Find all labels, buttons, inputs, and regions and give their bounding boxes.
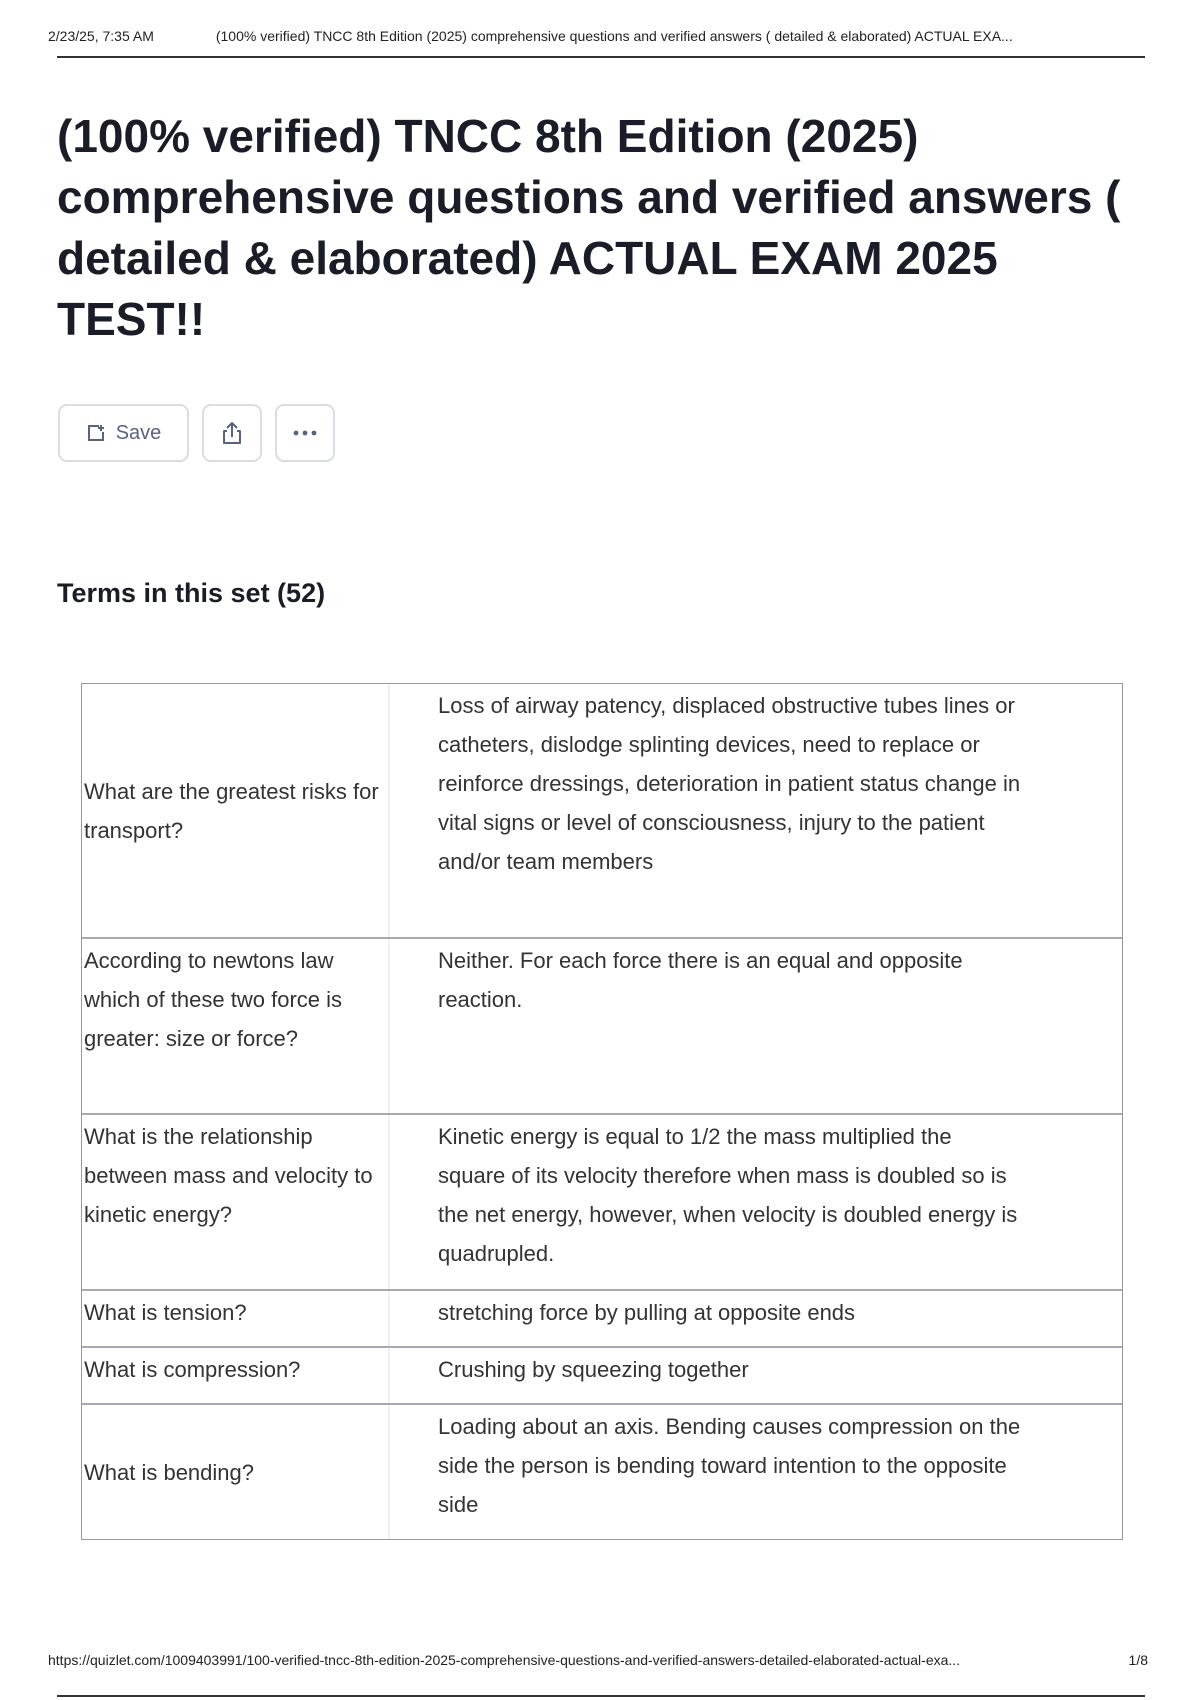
page-title: (100% verified) TNCC 8th Edition (2025) comprehensive questions and verified answers ( detailed & elaborated) ACTUAL EXAM 2025 TEST!! bbox=[57, 110, 1121, 345]
action-bar bbox=[58, 404, 335, 462]
definition-text: Kinetic energy is equal to 1/2 the mass multiplied the square of its velocity therefore when mass is doubled so is the net energy, however, when velocity is doubled energy is quadrupled. bbox=[438, 1124, 1018, 1266]
term-text: What is tension? bbox=[82, 1291, 390, 1346]
terms-list bbox=[81, 683, 1123, 1540]
term-card[interactable] bbox=[82, 937, 1122, 1113]
terms-heading: Terms in this set (52) bbox=[57, 578, 326, 608]
term-card[interactable] bbox=[82, 1289, 1122, 1346]
term-card[interactable] bbox=[82, 1403, 1122, 1539]
term-text: What are the greatest risks for transport? bbox=[82, 684, 390, 937]
header-divider bbox=[57, 56, 1145, 58]
definition-text: Neither. For each force there is an equal and opposite reaction. bbox=[438, 948, 963, 1012]
definition-text: stretching force by pulling at opposite ends bbox=[438, 1300, 856, 1325]
definition-text: Crushing by squeezing together bbox=[438, 1357, 749, 1382]
term-card[interactable] bbox=[82, 1113, 1122, 1289]
print-datetime: 2/23/25, 7:35 AM bbox=[48, 28, 154, 44]
term-text: According to newtons law which of these two force is greater: size or force? bbox=[82, 939, 390, 1113]
definition-text: Loading about an axis. Bending causes compression on the side the person is bending toward intention to the opposite side bbox=[438, 1414, 1021, 1517]
save-icon bbox=[86, 423, 106, 443]
term-text: What is the relationship between mass and velocity to kinetic energy? bbox=[82, 1115, 390, 1289]
definition-text: Loss of airway patency, displaced obstructive tubes lines or catheters, dislodge splinting devices, need to replace or reinforce dressings, deterioration in patient status change in vital signs or level of consciousness, injury to the patient and/or team members bbox=[438, 693, 1021, 874]
more-options-button[interactable] bbox=[275, 404, 335, 462]
save-button[interactable] bbox=[58, 404, 189, 462]
share-button[interactable] bbox=[202, 404, 262, 462]
page-url: https://quizlet.com/1009403991/100-verified-tncc-8th-edition-2025-comprehensive-questions-and-verified-answers-detailed-elaborated-actual-exa... bbox=[48, 1652, 961, 1668]
footer-divider bbox=[57, 1695, 1145, 1697]
share-icon bbox=[219, 420, 245, 446]
print-footer bbox=[48, 1652, 1148, 1668]
page-number: 1/8 bbox=[1128, 1652, 1148, 1668]
term-text: What is compression? bbox=[82, 1348, 390, 1403]
print-title: (100% verified) TNCC 8th Edition (2025) comprehensive questions and verified answers ( detailed & elaborated) ACTUAL EXA... bbox=[215, 28, 1013, 44]
term-card[interactable] bbox=[82, 684, 1122, 937]
term-text: What is bending? bbox=[82, 1405, 390, 1539]
more-icon bbox=[292, 429, 318, 437]
save-label: Save bbox=[115, 421, 162, 444]
term-card[interactable] bbox=[82, 1346, 1122, 1403]
print-header bbox=[48, 28, 1148, 44]
